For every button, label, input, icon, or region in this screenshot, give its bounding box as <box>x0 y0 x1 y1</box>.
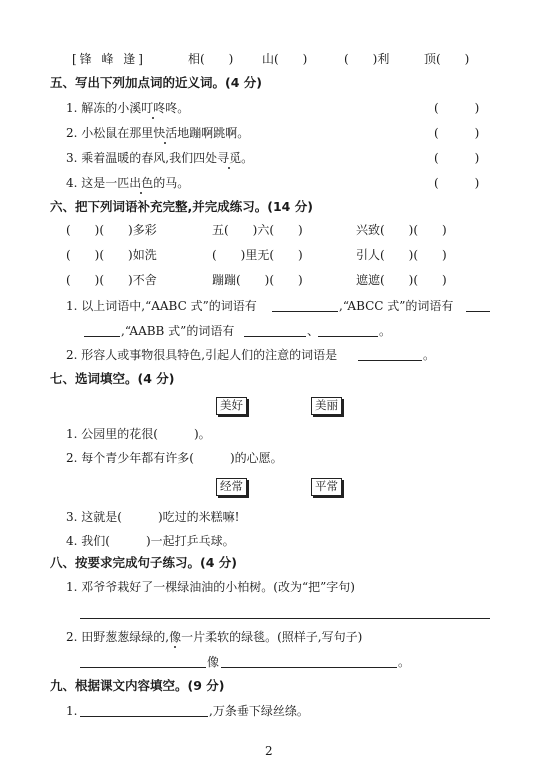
fill-item-2[interactable]: 山( ) <box>262 52 308 66</box>
s6-word-r1c1[interactable]: ( )( )多彩 <box>66 223 157 237</box>
s6-word-r1c3[interactable]: 兴致( )( ) <box>356 223 447 237</box>
s5-item-2: 2. 小松鼠在那里快活地蹦啊跳啊。 <box>66 126 250 140</box>
section-9-title: 九、根据课文内容填空。(9 分) <box>50 678 225 693</box>
s6-q1-text-e: 。 <box>379 324 392 338</box>
s6-word-r2c3[interactable]: 引人( )( ) <box>356 248 447 262</box>
s9-q1-blank[interactable] <box>80 716 208 717</box>
s7-q4[interactable]: 4. 我们( )一起打乒乓球。 <box>66 534 235 548</box>
fill-item-3[interactable]: ( )利 <box>344 52 390 66</box>
s8-q2-blank-2[interactable] <box>221 667 397 668</box>
s6-word-r3c3[interactable]: 遮遮( )( ) <box>356 273 447 287</box>
s6-q1-text-b: ,“ABCC 式”的词语有 <box>339 299 454 313</box>
s7-q1[interactable]: 1. 公园里的花很( )。 <box>66 427 211 441</box>
s8-q1-answer-line[interactable] <box>80 618 490 619</box>
s6-q1-blank-1[interactable] <box>272 311 338 312</box>
page-number: 2 <box>265 744 273 758</box>
word-box-jingchang: 经常 <box>216 478 247 496</box>
s6-q1-text-c: ,“AABB 式”的词语有 <box>121 324 235 338</box>
s9-q1-num: 1. <box>66 704 78 718</box>
s8-q2-like: 像 <box>207 655 220 669</box>
s5-answer-4[interactable]: ( ) <box>434 176 480 190</box>
fill-item-1[interactable]: 相( ) <box>188 52 234 66</box>
s6-q2-blank[interactable] <box>358 360 422 361</box>
s8-q2: 2. 田野葱葱绿绿的,像一片柔软的绿毯。(照样子,写句子) <box>66 630 363 644</box>
s6-word-r3c1[interactable]: ( )( )不舍 <box>66 273 157 287</box>
s6-word-r3c2[interactable]: 蹦蹦( )( ) <box>212 273 303 287</box>
s6-q2-end: 。 <box>423 348 436 362</box>
s6-q1-blank-2a[interactable] <box>466 311 490 312</box>
section-8-title: 八、按要求完成句子练习。(4 分) <box>50 555 237 570</box>
s6-q1-text-a: 1. 以上词语中,“AABC 式”的词语有 <box>66 299 257 313</box>
s8-q2-end: 。 <box>398 655 411 669</box>
s5-answer-1[interactable]: ( ) <box>434 101 480 115</box>
s5-item-3: 3. 乘着温暖的春风,我们四处寻觅。 <box>66 151 254 165</box>
word-box-meihao: 美好 <box>216 397 247 415</box>
bracket-words: [锋 峰 逢] <box>72 52 146 66</box>
s5-item-4: 4. 这是一匹出色的马。 <box>66 176 190 190</box>
s6-word-r2c2[interactable]: ( )里无( ) <box>212 248 303 262</box>
s5-answer-3[interactable]: ( ) <box>434 151 480 165</box>
s6-q1-blank-2b[interactable] <box>84 336 120 337</box>
s6-q1-blank-3[interactable] <box>244 336 306 337</box>
s6-q1-blank-4[interactable] <box>318 336 378 337</box>
s6-q1-text-d: 、 <box>307 324 320 338</box>
s6-word-r1c2[interactable]: 五( )六( ) <box>212 223 303 237</box>
s7-q2[interactable]: 2. 每个青少年都有许多( )的心愿。 <box>66 451 283 465</box>
s8-q2-blank-1[interactable] <box>80 667 206 668</box>
section-7-title: 七、选词填空。(4 分) <box>50 371 175 386</box>
section-5-title: 五、写出下列加点词的近义词。(4 分) <box>50 75 262 90</box>
s6-q2-text: 2. 形容人或事物很具特色,引起人们的注意的词语是 <box>66 348 338 362</box>
s5-answer-2[interactable]: ( ) <box>434 126 480 140</box>
s7-q3[interactable]: 3. 这就是( )吃过的米糕嘛! <box>66 510 240 524</box>
s5-item-1: 1. 解冻的小溪叮咚咚。 <box>66 101 190 115</box>
section-6-title: 六、把下列词语补充完整,并完成练习。(14 分) <box>50 199 313 214</box>
word-box-pingchang: 平常 <box>311 478 342 496</box>
fill-item-4[interactable]: 顶( ) <box>424 52 470 66</box>
s9-q1-text: ,万条垂下绿丝绦。 <box>209 704 309 718</box>
s6-word-r2c1[interactable]: ( )( )如洗 <box>66 248 157 262</box>
word-box-meili: 美丽 <box>311 397 342 415</box>
s8-q1: 1. 邓爷爷栽好了一棵绿油油的小柏树。(改为“把”字句) <box>66 580 355 594</box>
